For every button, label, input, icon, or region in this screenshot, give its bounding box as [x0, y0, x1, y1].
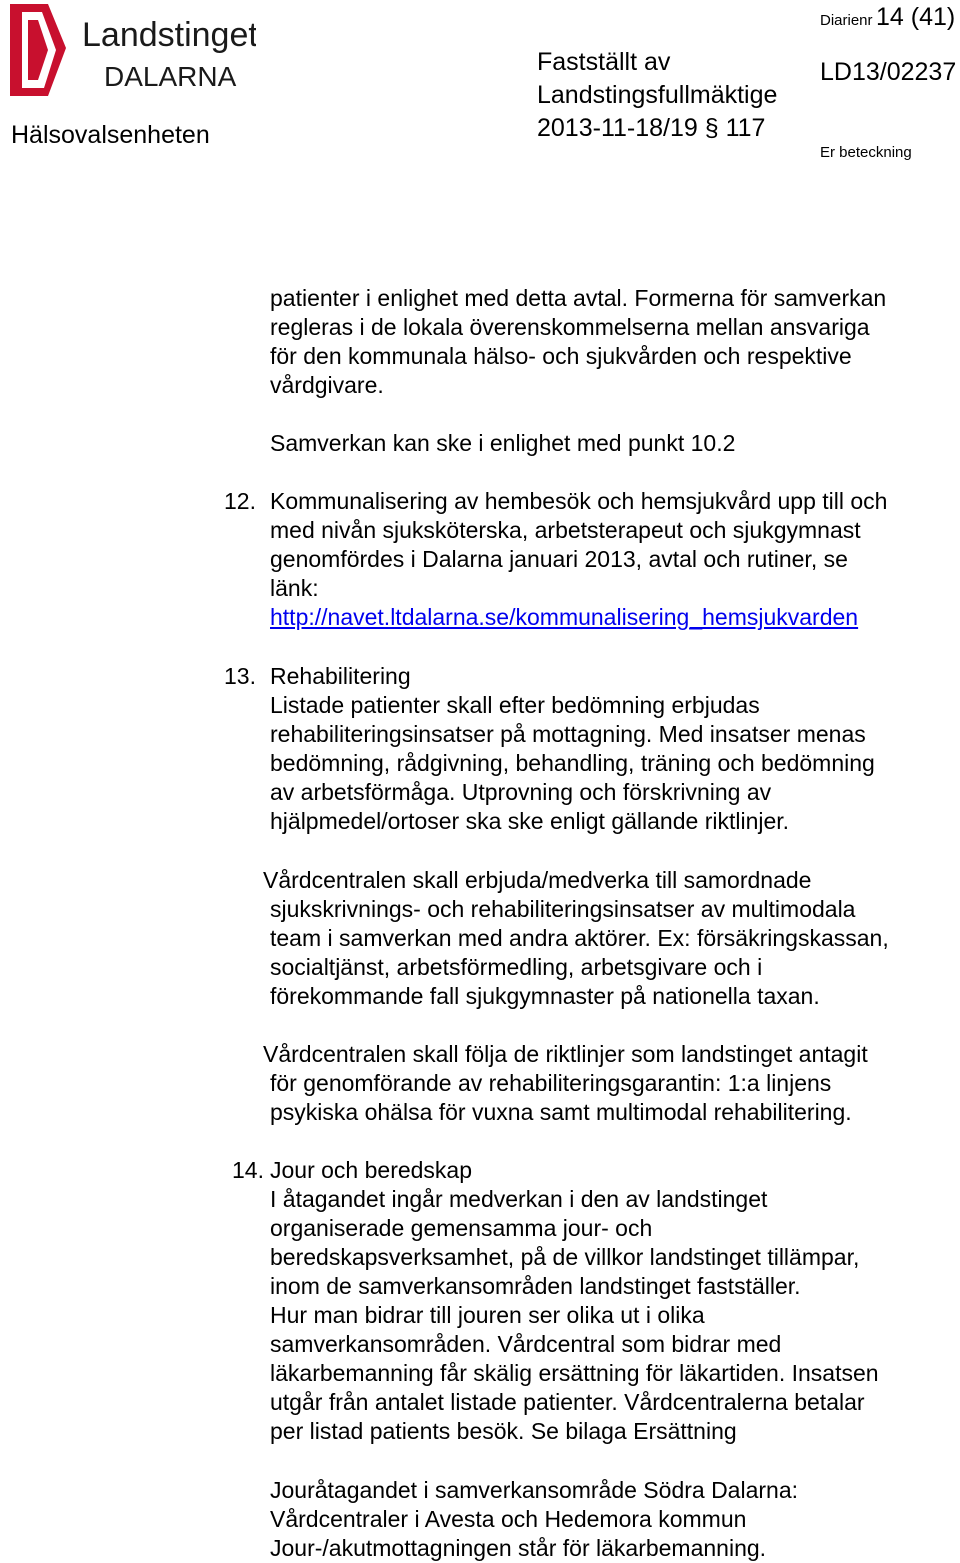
svg-text:DALARNA: DALARNA — [104, 61, 237, 92]
text-line: Jour-/akutmottagningen står för läkarbemanning. — [270, 1535, 767, 1561]
section-12-number: 12. — [224, 488, 256, 514]
diarienr-label: Diarienr — [820, 12, 873, 29]
page-number: 14 (41) — [876, 3, 956, 31]
er-beteckning-label: Er beteckning — [820, 144, 912, 161]
section-14-title: Jour och beredskap — [270, 1157, 473, 1183]
logo-mark-icon — [4, 0, 256, 100]
section-14-paragraph-2 — [270, 1476, 960, 1563]
section-13-paragraph-3 — [263, 1040, 953, 1127]
text-line: Vårdcentralen skall följa de riktlinjer som landstinget antagit — [263, 1041, 868, 1067]
paragraph-punkt-10-2: Samverkan kan ske i enlighet med punkt 10.2 — [270, 430, 736, 456]
text-line: organiserade gemensamma jour- och — [270, 1215, 653, 1241]
text-line: av arbetsförmåga. Utprovning och förskrivning av — [270, 779, 772, 805]
text-line: rehabiliteringsinsatser på mottagning. Med insatser menas — [270, 721, 866, 747]
text-line: för den kommunala hälso- och sjukvården och respektive — [270, 343, 852, 369]
text-line: regleras i de lokala överenskommelserna mellan ansvariga — [270, 314, 870, 340]
text-line: hjälpmedel/ortoser ska ske enligt gällande riktlinjer. — [270, 808, 790, 834]
text-line: Vårdcentralen skall erbjuda/medverka till samordnade — [263, 867, 812, 893]
text-line: socialtjänst, arbetsförmedling, arbetsgivare och i — [270, 954, 763, 980]
department-name: Hälsovalsenheten — [11, 121, 210, 149]
text-line: samverkansområden. Vårdcentral som bidrar med — [270, 1331, 782, 1357]
text-line: med nivån sjuksköterska, arbetsterapeut och sjukgymnast — [270, 517, 861, 543]
landstinget-dalarna-logo — [4, 0, 256, 100]
section-13-paragraph-2 — [263, 866, 953, 1011]
text-line: beredskapsverksamhet, på de villkor landstinget tillämpar, — [270, 1244, 860, 1270]
section-13-text — [270, 662, 960, 836]
text-line: Listade patienter skall efter bedömning erbjudas — [270, 692, 760, 718]
established-line2: Landstingsfullmäktige — [537, 81, 778, 109]
section-14-number: 14. — [232, 1157, 264, 1183]
established-block — [537, 46, 777, 145]
paragraph-samverkan — [270, 284, 960, 400]
text-line: sjukskrivnings- och rehabiliteringsinsatser av multimodala — [270, 896, 856, 922]
text-line: Vårdcentraler i Avesta och Hedemora kommun — [270, 1506, 747, 1532]
text-line: inom de samverkansområden landstinget fastställer. — [270, 1273, 801, 1299]
text-line: psykiska ohälsa för vuxna samt multimodal rehabilitering. — [270, 1099, 852, 1125]
text-line: länk: — [270, 575, 319, 601]
text-line: förekommande fall sjukgymnaster på nationella taxan. — [270, 983, 820, 1009]
text-line: vårdgivare. — [270, 372, 384, 398]
text-line: Jouråtagandet i samverkansområde Södra Dalarna: — [270, 1477, 799, 1503]
section-13-title: Rehabilitering — [270, 663, 411, 689]
established-line3: 2013-11-18/19 § 117 — [537, 114, 766, 142]
text-line: I åtagandet ingår medverkan i den av landstinget — [270, 1186, 768, 1212]
established-line1: Fastställt av — [537, 48, 671, 76]
text-line: genomfördes i Dalarna januari 2013, avtal och rutiner, se — [270, 546, 848, 572]
kommunalisering-link[interactable]: http://navet.ltdalarna.se/kommunalisering_hemsjukvarden — [270, 604, 859, 630]
text-line: Hur man bidrar till jouren ser olika ut i olika — [270, 1302, 705, 1328]
svg-text:Landstinget: Landstinget — [82, 16, 256, 54]
text-line: läkarbemanning får skälig ersättning för läkartiden. Insatsen — [270, 1360, 879, 1386]
section-13-number: 13. — [224, 663, 256, 689]
text-line: Kommunalisering av hembesök och hemsjukvård upp till och — [270, 488, 888, 514]
text-line: team i samverkan med andra aktörer. Ex: försäkringskassan, — [270, 925, 889, 951]
text-line: utgår från antalet listade patienter. Vårdcentralerna betalar — [270, 1389, 865, 1415]
text-line: bedömning, rådgivning, behandling, träning och bedömning — [270, 750, 875, 776]
text-line: för genomförande av rehabiliteringsgarantin: 1:a linjens — [270, 1070, 832, 1096]
text-line: patienter i enlighet med detta avtal. Formerna för samverkan — [270, 285, 887, 311]
section-14-text — [270, 1156, 960, 1446]
text-line: per listad patients besök. Se bilaga Ersättning — [270, 1418, 737, 1444]
section-12-text — [270, 487, 960, 632]
diarienr-value: LD13/02237 — [820, 58, 957, 86]
